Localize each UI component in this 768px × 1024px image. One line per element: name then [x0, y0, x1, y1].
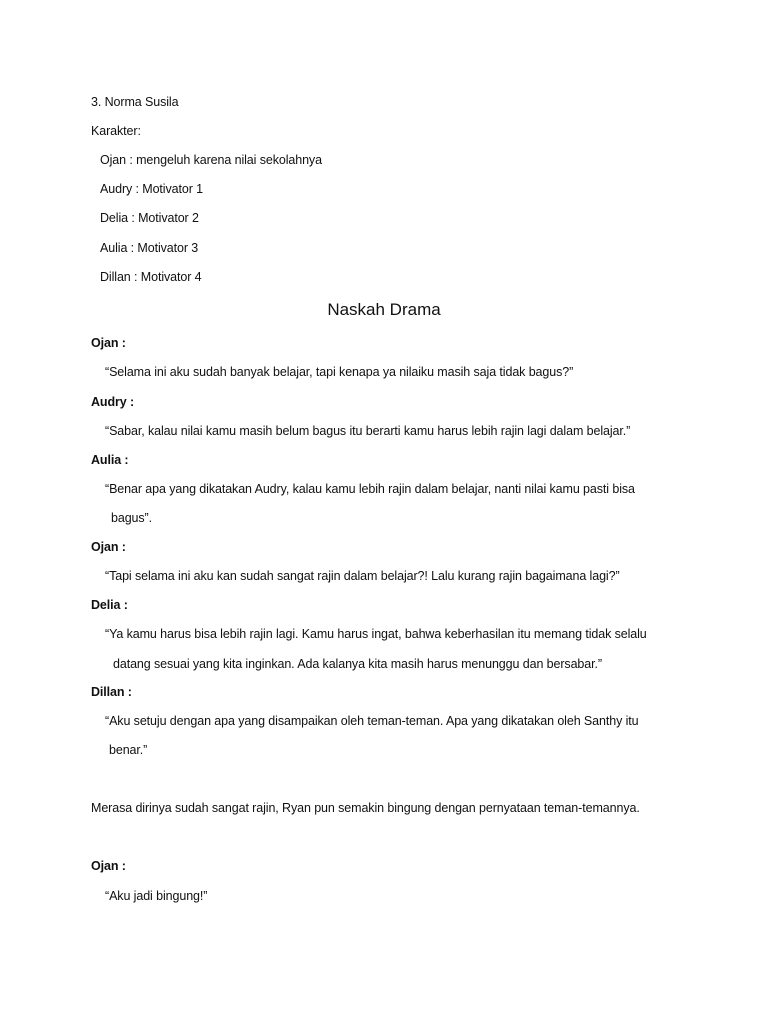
script-title: Naskah Drama	[327, 300, 441, 319]
speaker-name: Ojan :	[91, 540, 126, 554]
dialogue-line: datang sesuai yang kita inginkan. Ada kalanya kita masih harus menunggu dan bersabar.”	[113, 657, 602, 671]
dialogue-line: “Tapi selama ini aku kan sudah sangat rajin dalam belajar?! Lalu kurang rajin bagaimana lagi?”	[105, 569, 620, 583]
speaker-name: Dillan :	[91, 685, 132, 699]
character-item: Aulia : Motivator 3	[100, 241, 199, 255]
dialogue-line: “Benar apa yang dikatakan Audry, kalau kamu lebih rajin dalam belajar, nanti nilai kamu pasti bisa	[105, 482, 635, 496]
speaker-name: Audry :	[91, 395, 135, 409]
characters-label: Karakter:	[91, 124, 141, 138]
dialogue-line: bagus”.	[111, 511, 152, 525]
speaker-name: Delia :	[91, 598, 128, 612]
speaker-name: Ojan :	[91, 336, 126, 350]
character-item: Delia : Motivator 2	[100, 211, 199, 225]
dialogue-line: “Aku setuju dengan apa yang disampaikan oleh teman-teman. Apa yang dikatakan oleh Santhy itu	[105, 714, 639, 728]
character-item: Ojan : mengeluh karena nilai sekolahnya	[100, 153, 322, 167]
dialogue-line: “Selama ini aku sudah banyak belajar, tapi kenapa ya nilaiku masih saja tidak bagus?”	[105, 365, 574, 379]
speaker-name: Aulia :	[91, 453, 129, 467]
section-heading: 3. Norma Susila	[91, 95, 179, 109]
dialogue-line: “Sabar, kalau nilai kamu masih belum bagus itu berarti kamu harus lebih rajin lagi dalam belajar.”	[105, 424, 631, 438]
dialogue-line: “Ya kamu harus bisa lebih rajin lagi. Kamu harus ingat, bahwa keberhasilan itu memang tidak selalu	[105, 627, 647, 641]
character-item: Dillan : Motivator 4	[100, 270, 202, 284]
narration: Merasa dirinya sudah sangat rajin, Ryan pun semakin bingung dengan pernyataan teman-temannya.	[91, 801, 640, 815]
dialogue-line: benar.”	[109, 743, 148, 757]
speaker-name: Ojan :	[91, 859, 126, 873]
dialogue-line: “Aku jadi bingung!”	[105, 889, 208, 903]
character-item: Audry : Motivator 1	[100, 182, 204, 196]
